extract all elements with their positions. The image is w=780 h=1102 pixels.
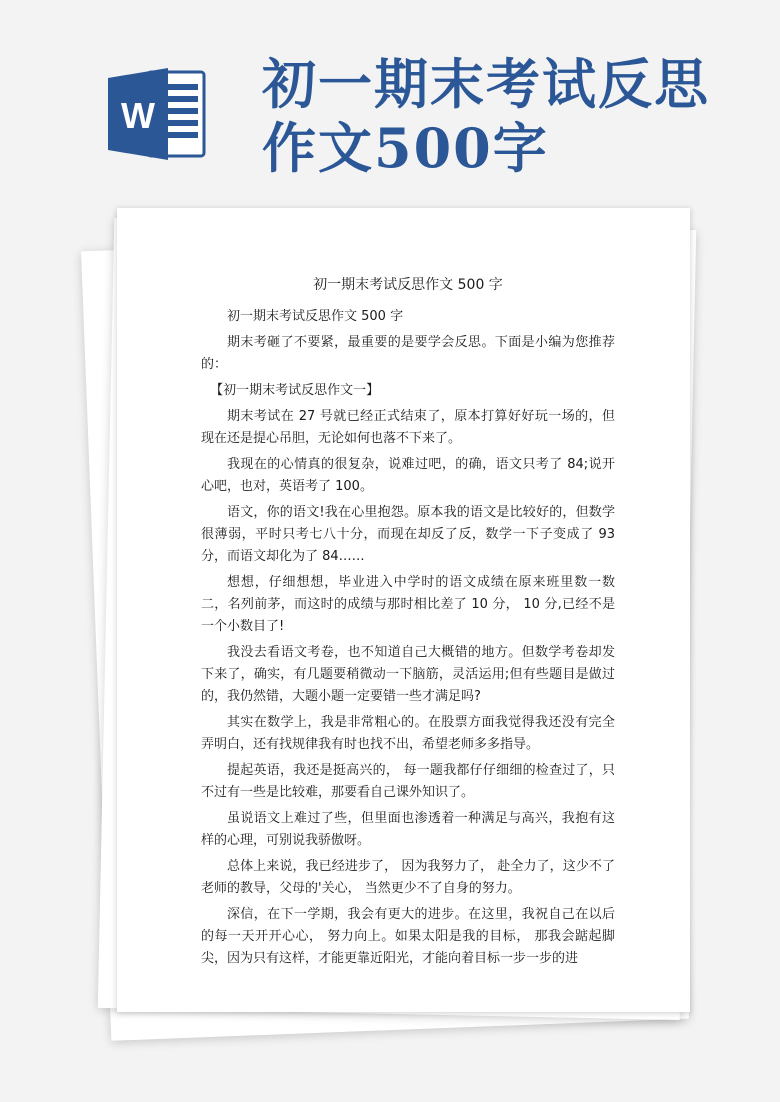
paragraph: 虽说语文上难过了些，但里面也渗透着一种满足与高兴，我抱有这样的心理，可别说我骄傲呀。: [201, 811, 615, 848]
word-logo-icon: [108, 66, 208, 162]
document-body: [201, 274, 615, 974]
paragraph: 深信，在下一学期，我会有更大的进步。在这里，我祝自己在以后的每一天开开心心， 努力向上。如果太阳是我的目标， 那我会踮起脚尖，因为只有这样，才能更靠近阳光，才能向着目标一步一步的进: [201, 907, 615, 966]
paragraph: 期末考试在 27 号就已经正式结束了，原本打算好好玩一场的，但现在还是提心吊胆，无论如何也落不下来了。: [201, 409, 615, 446]
paragraph: 语文，你的语文!我在心里抱怨。原本我的语文是比较好的，但数学很薄弱，平时只考七八十分，而现在却反了反，数学一下子变成了 93 分，而语文却化为了 84……: [201, 505, 615, 564]
paragraph: 我现在的心情真的很复杂，说难过吧，的确，语文只考了 84;说开心吧，也对，英语考了 100。: [201, 457, 615, 494]
page-title: [262, 52, 710, 180]
page-title-line1: 初一期末考试反思: [262, 52, 710, 116]
paragraph: 期末考砸了不要紧，最重要的是要学会反思。下面是小编为您推荐的：: [201, 335, 615, 372]
paragraph: 初一期末考试反思作文 500 字: [227, 309, 404, 324]
document-title: 初一期末考试反思作文 500 字: [313, 277, 503, 293]
paragraph: 总体上来说，我已经进步了， 因为我努力了， 赴全力了，这少不了老师的教导，父母的'关心， 当然更少不了自身的努力。: [201, 859, 615, 896]
paragraph: 提起英语，我还是挺高兴的， 每一题我都仔仔细细的检查过了，只不过有一些是比较难，那要看自己课外知识了。: [201, 763, 615, 800]
paragraph: 我没去看语文考卷，也不知道自己大概错的地方。但数学考卷却发下来了，确实，有几题要稍微动一下脑筋，灵活运用;但有些题目是做过的，我仍然错，大题小题一定要错一些才满足吗?: [201, 645, 615, 704]
word-logo-letter: W: [121, 95, 155, 136]
paragraph: 想想，仔细想想，毕业进入中学时的语文成绩在原来班里数一数二，名列前茅，而这时的成绩与那时相比差了 10 分， 10 分,已经不是一个小数目了!: [201, 575, 615, 634]
document-page: [117, 208, 690, 1012]
page-title-line2: 作文500字: [262, 116, 549, 180]
paragraph: 其实在数学上，我是非常粗心的。在股票方面我觉得我还没有完全弄明白，还有找规律我有时也找不出，希望老师多多指导。: [201, 715, 615, 752]
section-heading: 【初一期末考试反思作文一】: [210, 383, 380, 398]
